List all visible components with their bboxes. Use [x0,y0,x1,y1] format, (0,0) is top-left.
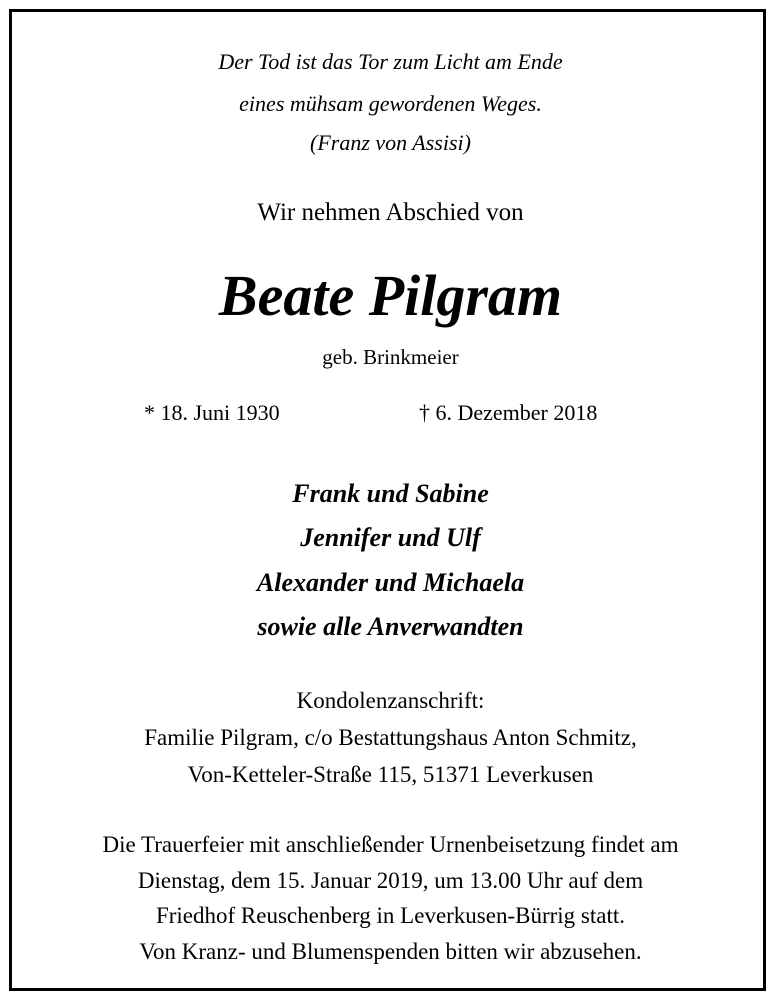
condolence-address-line-1: Familie Pilgram, c/o Bestattungshaus Anton Schmitz, [144,725,637,750]
condolence-heading: Kondolenzanschrift: [296,688,485,713]
ceremony-line-4: Von Kranz- und Blumenspenden bitten wir abzusehen. [139,939,642,964]
quote-line-1: Der Tod ist das Tor zum Licht am Ende [218,49,563,74]
quote-author: (Franz von Assisi) [310,130,471,155]
obituary-content [12,12,769,994]
obituary-frame [9,9,766,991]
quote-line-2: eines mühsam gewordenen Weges. [239,91,542,116]
ceremony-line-1: Die Trauerfeier mit anschließender Urnenbeisetzung findet am [102,832,679,857]
ceremony-line-3: Friedhof Reuschenberg in Leverkusen-Bürrig statt. [155,903,626,928]
mourner-line-3: Alexander und Michaela [256,568,525,597]
deceased-name: Beate Pilgram [218,263,563,328]
mourner-line-4: sowie alle Anverwandten [257,612,524,641]
ceremony-line-2: Dienstag, dem 15. Januar 2019, um 13.00 Uhr auf dem [137,868,644,893]
death-date: † 6. Dezember 2018 [419,400,598,425]
mourner-line-2: Jennifer und Ulf [300,523,481,552]
condolence-address-line-2: Von-Ketteler-Straße 115, 51371 Leverkusen [187,762,594,787]
mourner-line-1: Frank und Sabine [292,479,489,508]
intro-text: Wir nehmen Abschied von [257,199,524,226]
maiden-name: geb. Brinkmeier [322,345,459,369]
birth-date: * 18. Juni 1930 [144,400,280,425]
